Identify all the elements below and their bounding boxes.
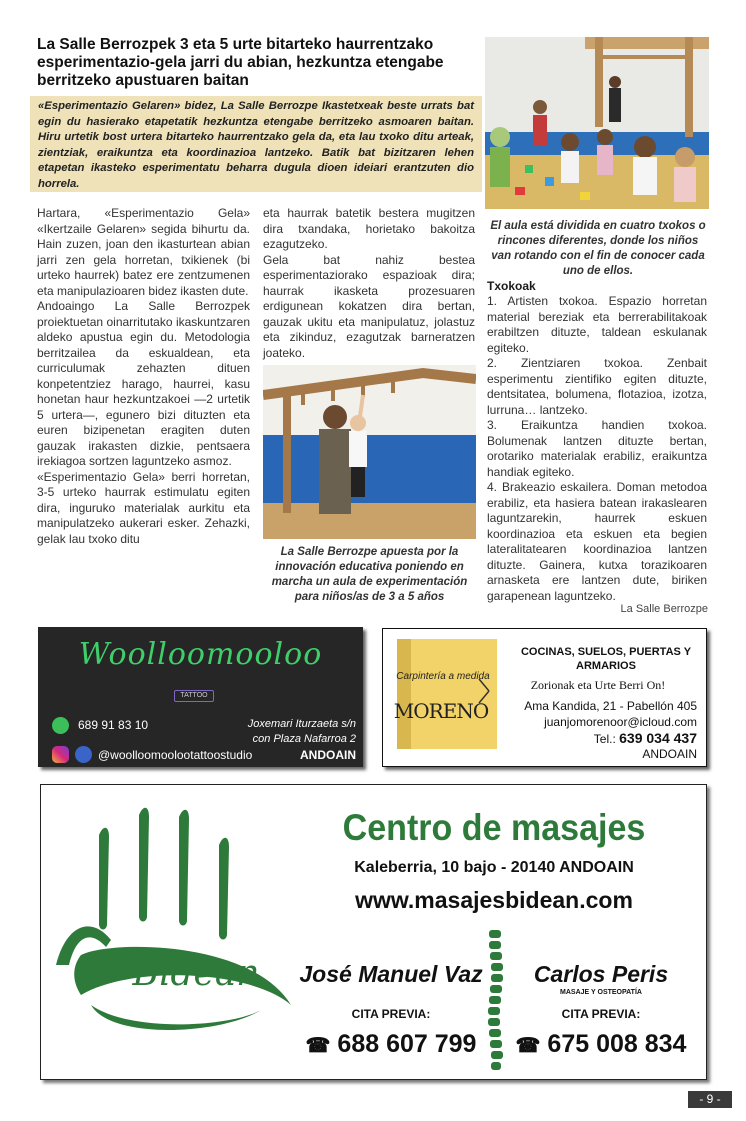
massage-ad	[40, 784, 707, 1080]
bidean-logo-text: Bidean	[132, 953, 260, 994]
moreno-logo-name: MORENO	[393, 699, 489, 723]
article-column-2	[263, 206, 475, 361]
article-column-3	[487, 279, 707, 604]
photo-caption: El aula está dividida en cuatro txokos o rincones diferentes, donde los niños van rotando con el fin de conocer cada uno de ellos.	[490, 220, 706, 277]
moreno-logo	[397, 639, 497, 749]
tattoo-brand: Woolloomooloo	[78, 637, 323, 672]
massage-address: Kaleberria, 10 bajo - 20140 ANDOAIN	[354, 859, 634, 876]
tattoo-social-handle: @woolloomoolootattoostudio	[98, 748, 253, 762]
phone-icon: ☎	[305, 1035, 331, 1057]
hand-logo-icon	[51, 805, 301, 1045]
therapist-name: Carlos Peris	[533, 961, 669, 987]
article-credit: La Salle Berrozpe	[620, 603, 708, 615]
facebook-icon	[75, 746, 92, 763]
carpentry-address: Ama Kandida, 21 - Pabellón 405	[524, 699, 697, 713]
phone-icon: ☎	[515, 1035, 541, 1057]
article-column-1	[37, 206, 250, 547]
list-item: 3. Eraikuntza handien txokoa. Bolumenak lantzen dituzte bertan, orotariko materialak erabiliz, eraikuntza handiak egiteko.	[487, 418, 707, 479]
carpentry-heading: COCINAS, SUELOS, PUERTAS Y ARMARIOS	[520, 646, 692, 672]
carpentry-phone	[501, 730, 697, 746]
article-headline: La Salle Berrozpek 3 eta 5 urte bitarteko haurrentzako esperimentazio-gela jarri du abian, hezkuntza etengabe berritzeko apustuaren baitan	[37, 36, 444, 89]
photo-caption: La Salle Berrozpe apuesta por la innovación educativa poniendo en marcha un aula de experimentación para niños/as de 3 a 5 años	[271, 546, 468, 603]
therapist-phone	[511, 1030, 691, 1059]
therapist-subtitle: MASAJE Y OSTEOPATÍA	[560, 989, 642, 996]
whatsapp-icon	[52, 717, 69, 734]
classroom-photo	[485, 37, 709, 209]
tattoo-address: con Plaza Nafarroa 2	[252, 733, 356, 745]
list-item: 2. Zientziaren txokoa. Zenbait esperimentu zientifiko egiten dituzte, dentsitatea, bolumena, flotazioa, izotza, lurruna… lantzeko.	[487, 356, 707, 417]
tattoo-ad	[38, 627, 363, 767]
list-item: 4. Brakeazio eskailera. Doman metodoa erabiliz, eta hasiera batean irakaslearen laguntzarekin, haurrek eskuen koordinazioa eta eskuen eta begien lateralitatearen koordinazioa lantzen dituzte. Gainera, kutxa torazikoaren arnasketa ere lantzen dute, biriken garapenean laguntzeko.	[487, 480, 707, 603]
therapist-name: José Manuel Vaz	[299, 961, 483, 987]
tattoo-town: ANDOAIN	[300, 748, 356, 762]
paragraph: «Esperimentazio Gela» berri horretan, 3-5 urteko haurrak estimulatu egiten dira, inguruko materialak aurkitu eta manipulatzeko aukerari esker. Zehazki, gelak lau txoko ditu	[37, 469, 250, 546]
carpentry-ad	[382, 628, 707, 767]
tattoo-tag: TATTOO	[174, 690, 214, 702]
massage-website[interactable]: www.masajesbidean.com	[355, 887, 633, 913]
paragraph: Gela bat nahiz bestea esperimentaziorako espazioak dira; haurrak ikasketa prozesuaren erdigunean kokatzen dira bertan, gauzak ukitu eta manipulatuz, jolastuz eta zikinduz, ezagutzak barneratzen joateko.	[263, 252, 475, 360]
tel-label: Tel.:	[593, 732, 616, 746]
carpentry-email: juanjomorenoor@icloud.com	[544, 715, 697, 729]
paragraph: Hartara, «Esperimentazio Gela» «Ikertzaile Gelaren» segida bihurtu da. Hain zuzen, joan den ikasturtean abian jarri zen gela horretan, txikienek (bi urteko haurrek) batez ere zentzumenen eta manipulazioaren bidez ikasten dute.	[37, 206, 250, 298]
carpentry-town: ANDOAIN	[642, 747, 697, 761]
ladder-photo	[263, 365, 476, 539]
phone-number: 675 008 834	[547, 1030, 687, 1058]
tattoo-phone: 689 91 83 10	[78, 718, 149, 732]
massage-title: Centro de masajes	[342, 807, 646, 848]
paragraph: eta haurrak batetik bestera mugitzen dira txandaka, horietako bakoitza ezagutzeko.	[263, 206, 475, 251]
tel-number: 639 034 437	[619, 730, 697, 746]
carpentry-wish: Zorionak eta Urte Berri On!	[530, 678, 666, 692]
tattoo-address: Joxemari Iturzaeta s/n	[247, 718, 356, 730]
appointment-label: CITA PREVIA:	[561, 1007, 641, 1021]
phone-number: 688 607 799	[337, 1030, 477, 1058]
paragraph: Andoaingo La Salle Berrozpek proiektuetan oinarritutako ikaskuntzaren aldeko apustua egin du. Metodologia berritzailea da eskualdean, eta curriculumak zehazten dituen konpetentziez harago, haurrei, kasu honetan haur hezkuntzakoei —2 urtetik 5 urtera—, egunero bizi dituzten eta euren bizipenetan eragiten duten gauzak irakasten dizkie, pentsaera irekiagoa sortzen laguntzeko asmoz.	[37, 299, 250, 468]
article-lead: «Esperimentazio Gelaren» bidez, La Salle Berrozpe Ikastetxeak beste urrats bat egin du hasierako etapetatik hezkuntza etengabe berritzeko asmoaren baitan. Hiru urtetik bost urtera bitarteko haurrentzako gela da, eta lau txoko ditu arteak, zientziak, eraikuntza eta koordinazioa lantzeko. Batik bat bizitzaren lehen etapetan ikasteko esperimentatu beharra dugula dioen ideiari erantzuten dio horrela.	[30, 96, 482, 192]
txokoak-title: Txokoak	[487, 279, 536, 293]
instagram-icon	[52, 746, 69, 763]
page-number: - 9 -	[688, 1091, 732, 1108]
appointment-label: CITA PREVIA:	[351, 1007, 431, 1021]
list-item: 1. Artisten txokoa. Espazio horretan material bereziak eta berrerabilitakoak erabiltzen dituzte, taldean eskulanak egiteko.	[487, 294, 707, 355]
therapist-phone	[293, 1030, 489, 1059]
moreno-logo-text: Carpintería a medida	[396, 671, 490, 682]
